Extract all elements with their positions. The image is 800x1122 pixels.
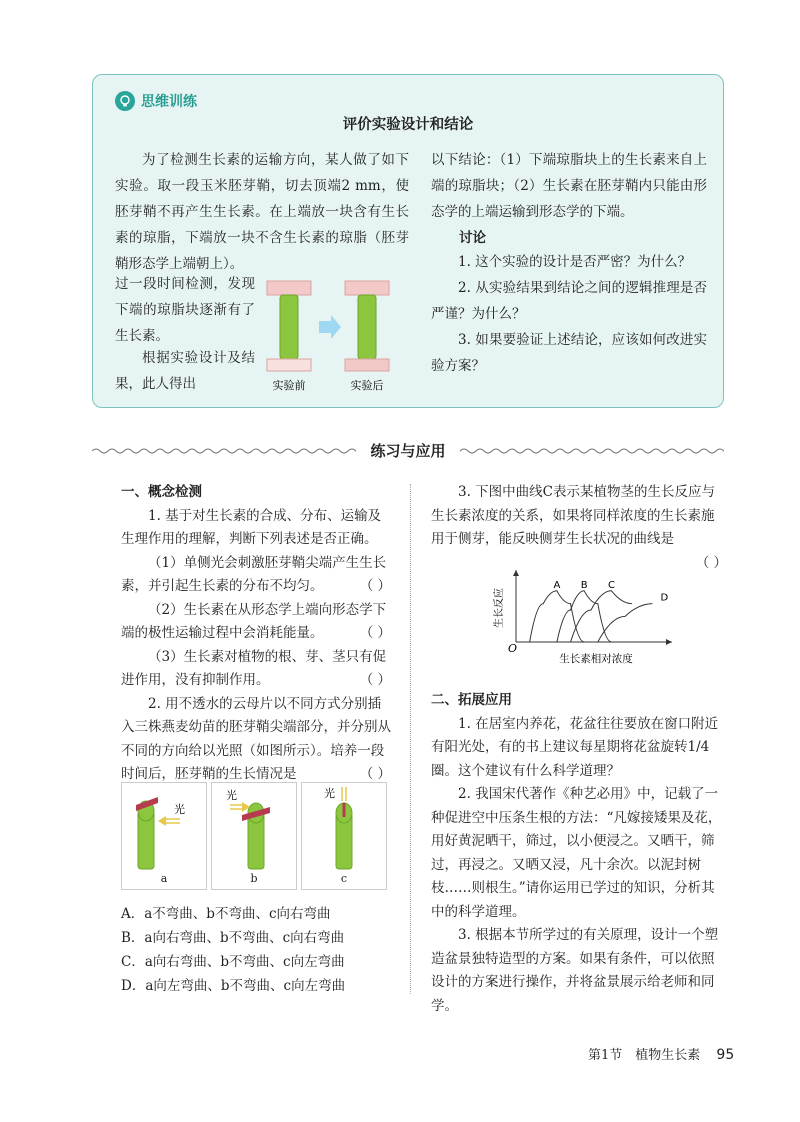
left-column: [121, 481, 391, 787]
coleoptile-before: [280, 295, 298, 359]
page-number: 95: [716, 1047, 735, 1063]
q1-item-3: （3）生长素对植物的根、芽、茎只有促进作用，没有抑制作用。 （ ）: [121, 648, 391, 688]
discussion-q1: 1. 这个实验的设计是否严密？为什么？: [458, 254, 692, 270]
curve-label-B: B: [580, 579, 588, 591]
agar-bottom-after: [345, 359, 389, 371]
discussion-q2: 2. 从实验结果到结论之间的逻辑推理是否严谨？为什么？: [431, 280, 707, 322]
chart-origin: O: [508, 642, 518, 655]
q2-option-a: A．a不弯曲、b不弯曲、c向右弯曲: [121, 906, 331, 922]
x-axis-arrow-icon: [666, 639, 672, 645]
discussion-q3: 3. 如果要验证上述结论，应该如何改进实验方案？: [431, 332, 707, 374]
after-setup: [345, 281, 389, 371]
q2-option-d: D．a向左弯曲、b不弯曲、c向左弯曲: [121, 978, 346, 994]
chart-ylabel: 生长反应: [494, 588, 505, 628]
q2-stem: 2. 用不透水的云母片以不同方式分别插入三株燕麦幼苗的胚芽鞘尖端部分，并分别从不同的方向给以光照（如图所示）。培养一段时间后，胚芽鞘的生长情况是 （ ）: [121, 695, 391, 782]
agar-top-before: [267, 281, 311, 295]
curve-label-D: D: [660, 592, 669, 604]
coleoptile-figure: [121, 782, 387, 890]
page-footer: [588, 1044, 734, 1063]
panel-label-b: b: [250, 872, 258, 885]
before-setup: [267, 281, 311, 371]
extension-section: [431, 689, 727, 1018]
column-divider: [410, 484, 411, 994]
agar-top-after: [345, 281, 389, 295]
q1-stem: 1. 基于对生长素的合成、分布、运输及生理作用的理解，判断下列表述是否正确。: [121, 507, 382, 547]
experiment-figure: [259, 275, 399, 395]
ext-q3: 3. 根据本节所学过的有关原理，设计一个塑造盆景独特造型的方案。如果有条件，可以依照设计的方案进行操作，并将盆景展示给老师和同学。: [431, 927, 719, 1014]
thinking-header: [115, 91, 197, 111]
coleoptile-after: [358, 295, 376, 359]
thinking-conclusion: 以下结论：（1）下端琼脂块上的生长素来自上端的琼脂块；（2）生长素在胚芽鞘内只能由形态学的上端运输到形态学的下端。: [431, 152, 707, 220]
agar-bottom-before: [267, 359, 311, 371]
panel-c: [301, 782, 387, 890]
curve-B: [557, 591, 612, 642]
svg-text:光: 光: [226, 789, 237, 802]
right-column: [431, 481, 727, 575]
y-axis-arrow-icon: [513, 570, 519, 576]
growth-chart: [488, 566, 672, 668]
svg-text:光: 光: [174, 803, 185, 816]
section-concept: 一、概念检测: [121, 484, 202, 500]
chart-xlabel: 生长素相对浓度: [559, 653, 633, 665]
thinking-intro: 为了检测生长素的运输方向，某人做了如下实验。取一段玉米胚芽鞘，切去顶端2 mm，使胚芽鞘不再产生生长素。在上端放一块含有生长素的琼脂，下端放一块不含生长素的琼脂（胚芽鞘形态学上端朝上）。: [115, 152, 409, 272]
panel-label-c: c: [340, 872, 348, 885]
exercises-title: 练习与应用: [356, 440, 460, 461]
thinking-conclusion-lead: 根据实验设计及结果，此人得出: [115, 350, 255, 392]
curve-label-C: C: [607, 579, 615, 591]
panel-label-a: a: [160, 872, 168, 885]
caption-before: 实验前: [272, 379, 306, 392]
curve-label-A: A: [553, 579, 561, 591]
section-extension: 二、拓展应用: [431, 692, 512, 708]
svg-text:光: 光: [324, 787, 335, 800]
caption-after: 实验后: [350, 379, 384, 392]
discussion-label: 讨论: [459, 230, 486, 246]
lightbulb-icon: [115, 91, 135, 111]
q1-item-2: （2）生长素在从形态学上端向形态学下端的极性运输过程中会消耗能量。 （ ）: [121, 601, 391, 641]
q1-item-1: （1）单侧光会刺激胚芽鞘尖端产生生长素，并引起生长素的分布不均匀。 （ ）: [121, 554, 391, 594]
thinking-observation: 过一段时间检测，发现下端的琼脂块逐渐有了生长素。: [115, 276, 255, 344]
footer-section: 第1节 植物生长素: [588, 1048, 701, 1063]
q2-option-c: C．a向右弯曲、b不弯曲、c向左弯曲: [121, 954, 345, 970]
q2-option-b: B．a向右弯曲、b不弯曲、c向右弯曲: [121, 930, 345, 946]
thinking-title: 评价实验设计和结论: [342, 117, 474, 133]
q3-stem: 3. 下图中曲线C表示某植物茎的生长反应与生长素浓度的关系，如果将同样浓度的生长素施用于侧芽，能反映侧芽生长状况的曲线是 （ ）: [431, 484, 727, 571]
panel-a: [121, 782, 207, 890]
q2-options: [121, 902, 391, 998]
ext-q1: 1. 在居室内养花，花盆往往要放在窗口附近有阳光处，有的书上建议每星期将花盆旋转1/4圈。这个建议有什么科学道理？: [431, 715, 719, 779]
arrow-icon: [319, 315, 341, 339]
ext-q2: 2. 我国宋代著作《种艺必用》中，记载了一种促进空中压条生根的方法：“凡嫁接矮果及花，用好黄泥晒干，筛过，以小便浸之。又晒干，筛过，再浸之。又晒又浸，凡十余次。以泥封树枝……则根生。”请你运用已学过的知识，分析其中的科学道理。: [431, 786, 722, 920]
thinking-box: [92, 74, 724, 408]
panel-b: [211, 782, 297, 890]
thinking-label: 思维训练: [141, 94, 197, 110]
